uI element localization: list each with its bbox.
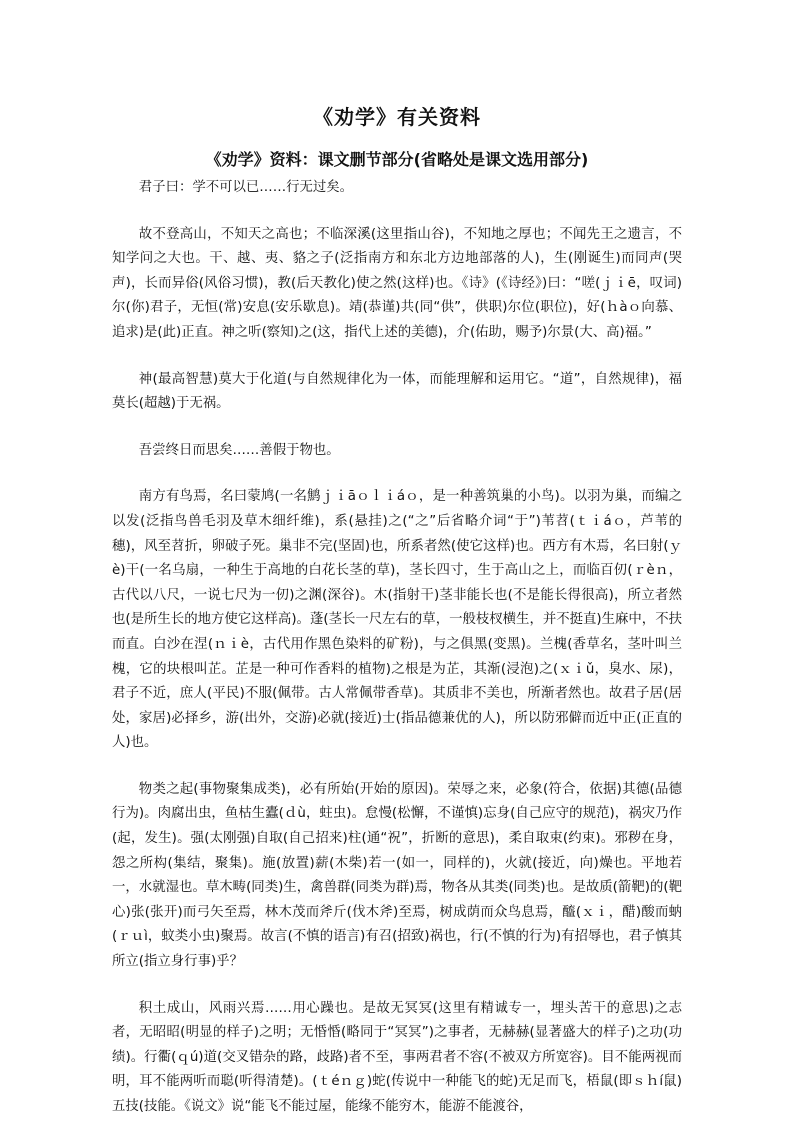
paragraph-wulei-zhiqi: 物类之起(事物聚集成类)，必有所始(开始的原因)。荣辱之来，必象(符合，依据)其德(品德行为)。肉腐出虫，鱼枯生蠹(ｄù，蛀虫)。怠慢(松懈，不谨慎)忘身(自己应守的规范)，祸灾乃作(起，发生)。强(太刚强)自取(自己招来)柱(通“祝”，折断的意思)，柔自取束(约束)。邪秽在身，怨之所构(集结，聚集)。施(放置)薪(木柴)若一(如一，同样的)，火就(接近，向)燥也。平地若一，水就湿也。草木畴(同类)生，禽兽群(同类为群)焉，物各从其类(同类)也。是故质(箭靶)的(靶心)张(张开)而弓矢至焉，林木茂而斧斤(伐木斧)至焉，树成荫而众鸟息焉，醯(ｘｉ，醋)酸而蚋(ｒｕì，蚊类小虫)聚焉。故言(不慎的语言)有召(招致)祸也，行(不慎的行为)有招辱也，君子慎其所立(指立身行事)乎？ bbox=[112, 781, 682, 970]
paragraph-nanfang-youniao: 南方有鸟焉，名曰蒙鸠(一名鹪ｊｉāｏｌｉáｏ，是一种善筑巢的小鸟)。以羽为巢，而编之以发(泛指鸟兽毛羽及草木细纤维)，系(悬挂)之(“之”后省略介词“于”)苇苕(ｔｉáｏ，芦苇的穗)，风至苕折，卵破子死。巢非不完(坚固)也，所系者然(使它这样)也。西方有木焉，名曰射(ｙè)干(一名乌扇，一种生于高地的白花长茎的草)，茎长四寸，生于高山之上，而临百仞(ｒèｎ，古代以八尺，一说七尺为一仞)之渊(深谷)。木(指射干)茎非能长也(不是能长得很高)，所立者然也(是所生长的地方使它这样高)。蓬(茎长一尺左右的草，一般枝杈横生，并不挺直)生麻中，不扶而直。白沙在涅(ｎｉè，古代用作黑色染料的矿粉)，与之俱黑(变黑)。兰槐(香草名，茎叶叫兰槐，它的块根叫芷。芷是一种可作香料的植物)之根是为芷，其渐(浸泡)之(ｘｉǔ，臭水、尿)，君子不近，庶人(平民)不服(佩带。古人常佩带香草)。其质非不美也，所渐者然也。故君子居(居处，家居)必择乡，游(出外，交游)必就(接近)士(指品德兼优的人)，所以防邪僻而近中正(正直的人)也。 bbox=[112, 489, 682, 751]
paragraph-junzi-yue: 君子曰：学不可以已……行无过矣。 bbox=[138, 180, 354, 195]
document-title: 《劝学》有关资料 bbox=[313, 105, 481, 129]
paragraph-jitu-chengshan: 积土成山，风雨兴焉……用心躁也。是故无冥冥(这里有精诚专一，埋头苦干的意思)之志者，无昭昭(明显的样子)之明；无惛惛(略同于“冥冥”)之事者，无赫赫(显著盛大的样子)之功(功绩)。行衢(ｑú)道(交叉错杂的路，歧路)者不至，事两君者不容(不被双方所宽容)。目不能两视而明，耳不能两听而聪(听得清楚)。(ｔéｎｇ)蛇(传说中一种能飞的蛇)无足而飞，梧鼠(即ｓｈí鼠)五技(技能。《说文》说“能飞不能过屋，能缘不能穷木，能游不能渡谷， bbox=[112, 1000, 682, 1114]
paragraph-wu-chang-zhongri: 吾尝终日而思矣……善假于物也。 bbox=[138, 442, 340, 458]
paragraph-shen-mo-da: 神(最高智慧)莫大于化道(与自然规律化为一体，而能理解和运用它。“道”，自然规律)，福莫长(超越)于无祸。 bbox=[112, 371, 682, 412]
paragraph-bu-deng-gaoshan: 故不登高山，不知天之高也；不临深溪(这里指山谷)，不知地之厚也；不闻先王之遗言，不知学问之大也。干、越、夷、貉之子(泛指南方和东北方边地部落的人)，生(刚诞生)而同声(哭声)，长而异俗(风俗习惯)，教(后天教化)使之然(这样)也。《诗》(《诗经》)曰：“嗟(ｊｉē，叹词)尔(你)君子，无恒(常)安息(安乐歇息)。靖(恭谨)共(同“供”，供职)尔位(职位)，好(ｈàｏ向慕、追求)是(此)正直。神之听(察知)之(这，指代上述的美德)，介(佑助，赐予)尔景(大、高)福。” bbox=[112, 226, 682, 340]
document-subtitle: 《劝学》资料：课文删节部分(省略处是课文选用部分) bbox=[205, 150, 589, 169]
